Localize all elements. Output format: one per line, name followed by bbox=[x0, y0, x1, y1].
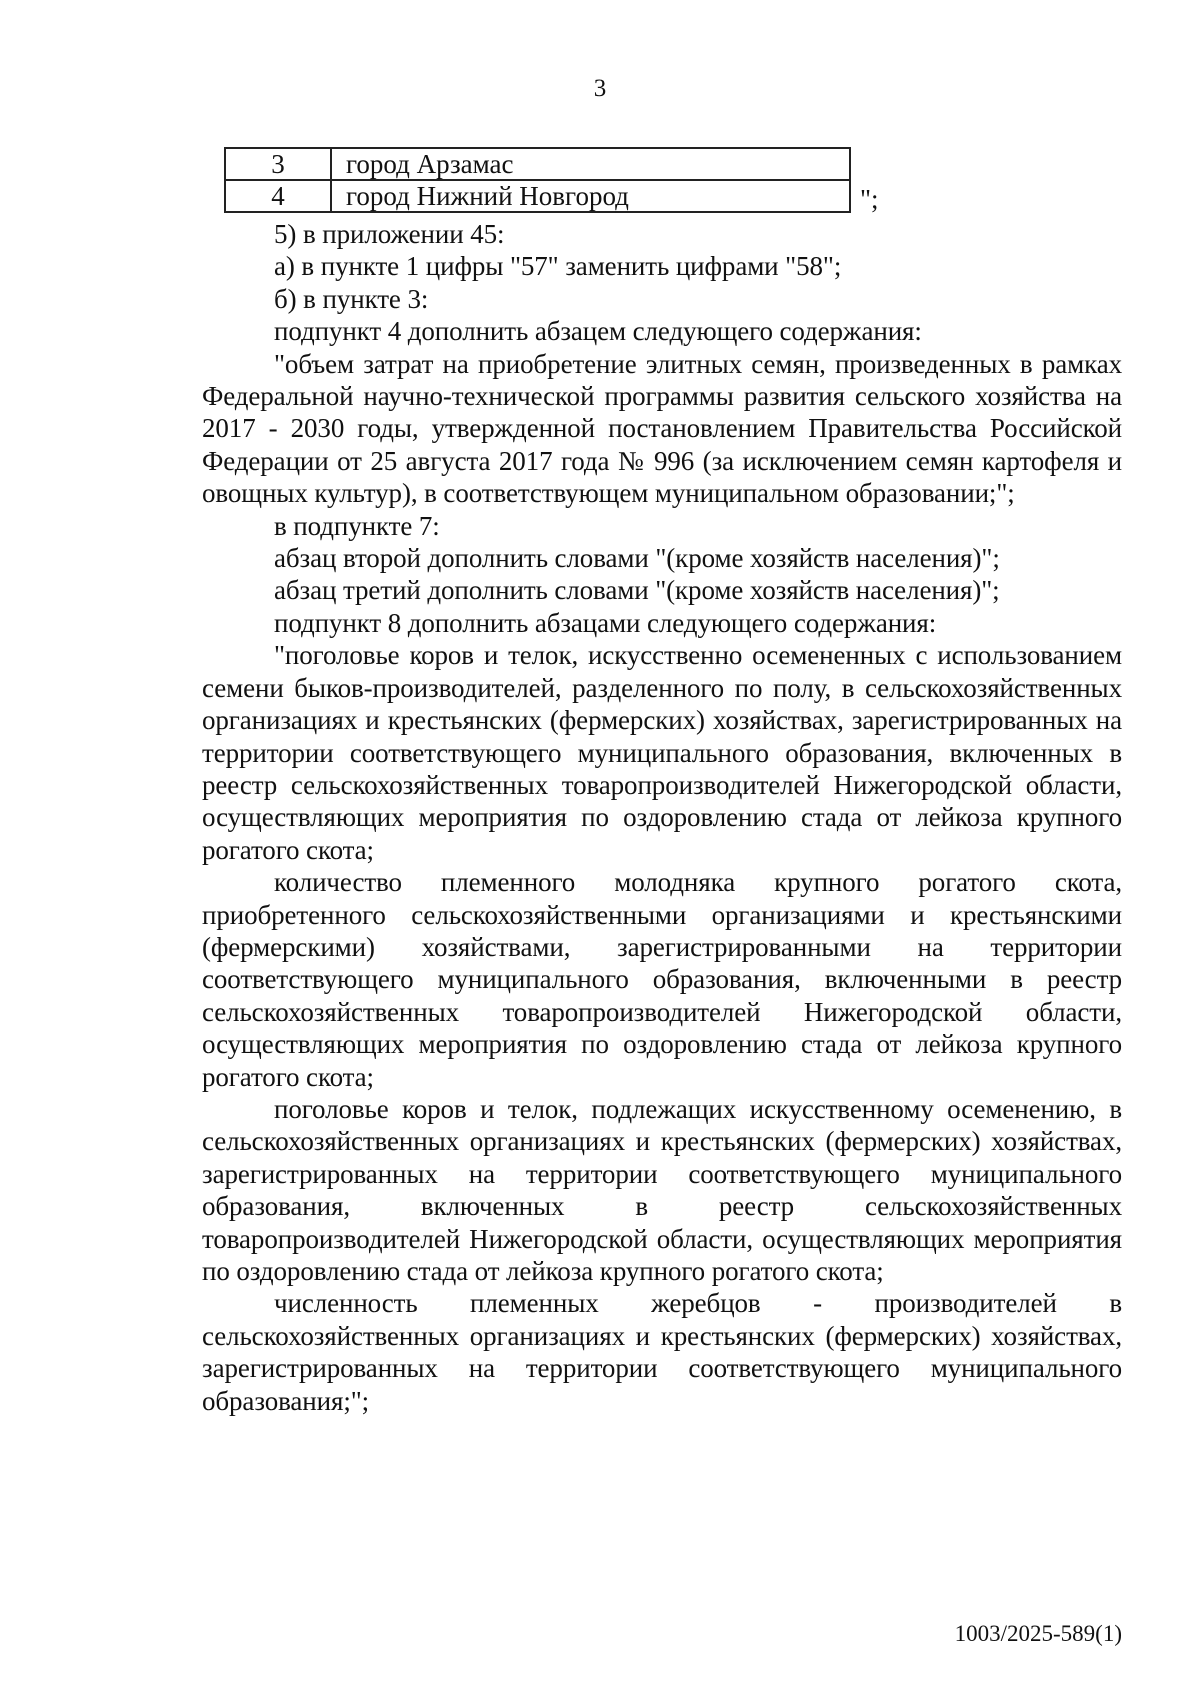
paragraph: а) в пункте 1 цифры "57" заменить цифрами "58"; bbox=[274, 251, 842, 282]
city-name: город Нижний Новгород bbox=[331, 180, 850, 212]
paragraph: количество племенного молодняка крупного рогатого скота, приобретенного сельскохозяйственными организациями и крестьянскими (фермерскими) хозяйствами, зарегистрированными на территории соответствующего муниципального образования, включенными в реестр сельскохозяйственных товаропроизводителей Нижегородской области, осуществляющих мероприятия по оздоровлению стада от лейкоза крупного рогатого скота; bbox=[202, 867, 1122, 1092]
table-row bbox=[225, 148, 850, 180]
row-number: 3 bbox=[225, 148, 331, 180]
paragraph: в подпункте 7: bbox=[274, 510, 440, 541]
city-name: город Арзамас bbox=[331, 148, 850, 180]
paragraph: 5) в приложении 45: bbox=[274, 219, 505, 249]
municipality-table bbox=[224, 147, 851, 213]
paragraph: абзац второй дополнить словами "(кроме хозяйств населения)"; bbox=[274, 543, 1000, 574]
paragraph: б) в пункте 3: bbox=[274, 283, 429, 314]
document-body bbox=[202, 218, 1122, 1417]
document-code: 1003/2025-589(1) bbox=[954, 1621, 1122, 1646]
page-number: 3 bbox=[593, 75, 607, 102]
paragraph: подпункт 8 дополнить абзацами следующего содержания: bbox=[274, 607, 937, 638]
paragraph: абзац третий дополнить словами "(кроме хозяйств населения)"; bbox=[274, 575, 1000, 606]
paragraph: подпункт 4 дополнить абзацем следующего содержания: bbox=[274, 316, 922, 347]
table-closing-mark: "; bbox=[860, 184, 879, 214]
paragraph: численность племенных жеребцов - производителей в сельскохозяйственных организациях и крестьянских (фермерских) хозяйствах, зарегистрированных на территории соответствующего муниципального образования;"; bbox=[202, 1288, 1122, 1416]
paragraph: "поголовье коров и телок, искусственно осемененных с использованием семени быков-производителей, разделенного по полу, в сельскохозяйственных организациях и крестьянских (фермерских) хозяйствах, зарегистрированных на территории соответствующего муниципального образования, включенных в реестр сельскохозяйственных товаропроизводителей Нижегородской области, осуществляющих мероприятия по оздоровлению стада от лейкоза крупного рогатого скота; bbox=[202, 640, 1122, 865]
paragraph: "объем затрат на приобретение элитных семян, произведенных в рамках Федеральной научно-технической программы развития сельского хозяйства на 2017 - 2030 годы, утвержденной постановлением Правительства Российской Федерации от 25 августа 2017 года № 996 (за исключением семян картофеля и овощных культур), в соответствующем муниципальном образовании;"; bbox=[202, 348, 1122, 509]
row-number: 4 bbox=[225, 180, 331, 212]
table-row bbox=[225, 180, 850, 212]
paragraph: поголовье коров и телок, подлежащих искусственному осеменению, в сельскохозяйственных организациях и крестьянских (фермерских) хозяйствах, зарегистрированных на территории соответствующего муниципального образования, включенных в реестр сельскохозяйственных товаропроизводителей Нижегородской области, осуществляющих мероприятия по оздоровлению стада от лейкоза крупного рогатого скота; bbox=[202, 1093, 1122, 1286]
